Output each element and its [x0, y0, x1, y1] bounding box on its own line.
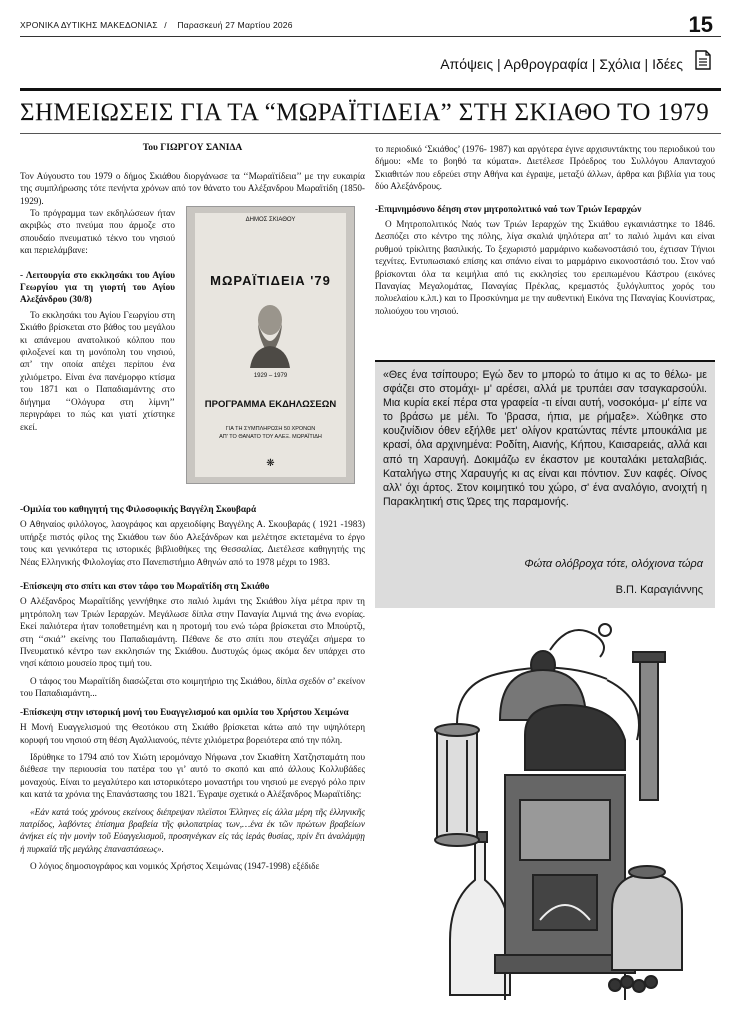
poster-program: ΠΡΟΓΡΑΜΜΑ ΕΚΔΗΛΩΣΕΩΝ — [204, 399, 337, 410]
section-text-4c: Ο λόγιος δημοσιογράφος και νομικός Χρήστος Χειμώνας (1947-1998) εξέδιδε — [30, 861, 320, 872]
page-number: 15 — [688, 12, 713, 37]
masthead-line — [20, 20, 297, 30]
ornament-icon: ❋ — [266, 458, 275, 469]
intro-program: Το πρόγραμμα των εκδηλώσεων ήταν ακριβώς στο πνεύμα που άρμοζε στο σπουδαίο πνευματικό τέκνο του νησιού και περιελάμβανε: — [20, 208, 175, 256]
quote-author: Β.Π. Καραγιάννης — [615, 584, 703, 596]
section-title-3: -Επίσκεψη στο σπίτι και στον τάφο του Μωραϊτίδη στη Σκιάθο — [20, 581, 270, 592]
section-text-4b: Ιδρύθηκε το 1794 από τον Χιώτη ιερομόναχο Νήφωνα ,τον Σκιαθίτη Χατζησταμάτη που διέθεσε την περιουσία του πατέρα του γι’ αυτό το σκοπό και από άλλους Κολλυβάδες μοναχούς. Είναι το μεγαλύτερο και ιστορικότερο μοναστήρι του νησιού με ενεργό ρόλο πριν και κατά τα χρόνια της Επανάστασης του 1821. Έγραψε σχετικά ο Αλέξανδρος Μωραϊτίδης: — [20, 751, 365, 800]
issue-date: Παρασκευή 27 Μαρτίου 2026 — [177, 20, 293, 30]
section-title-5: -Επιμνημόσυνο δέηση στον μητροπολιτικό ναό των Τριών Ιεραρχών — [375, 203, 642, 214]
intro-paragraph: Τον Αύγουστο του 1979 ο δήμος Σκιάθου διοργάνωσε τα ‘‘Μωραϊτίδεια’’ με την ευκαιρία της συμπλήρωσης τότε πενήντα χρόνων από τον θάνατο του Αλέξανδρου Μωραϊτίδη (1850-1929). — [20, 171, 365, 206]
header-rule — [20, 36, 721, 37]
poster-author: ΔΗΜΟΣ ΣΚΙΑΘΟΥ — [245, 217, 296, 223]
poster-subtitle: ΓΙΑ ΤΗ ΣΥΜΠΛΗΡΩΣΗ 50 ΧΡΟΝΩΝ ΑΠ' ΤΟ ΘΑΝΑΤΟ ΤΟΥ ΑΛΕΞ. ΜΩΡΑΪΤΙΔΗ — [219, 426, 322, 440]
byline: Του ΓΙΩΡΓΟΥ ΣΑΝΙΔΑ — [142, 143, 243, 153]
section-text-3b: Ο τάφος του Μωραϊτίδη διασώζεται στο κοιμητήριο της Σκιάθου, δίπλα σχεδόν σ’ εκείνον του Παπαδιαμάντη... — [20, 675, 365, 699]
article-column-left-lower — [20, 497, 365, 878]
quote-motto: Φώτα ολόβροχα τότε, ολόχιονα τώρα — [524, 558, 703, 570]
quote-box — [375, 360, 715, 608]
narrow-column — [20, 207, 175, 438]
continued-text: το περιοδικό ‘Σκιάθος’ (1976- 1987) και αργότερα έγινε αρχισυντάκτης του περιοδικού του δήμου: «Με το βοηθό τα κύματα». Διετέλεσε Πρόεδρος του Συλλόγου Απανταχού Σκιαθιτών που εδρεύει στην Αθήνα και έγραψε, μεταξύ άλλων, άρθρα και βιβλία για τους δύο Αλεξάνδρους. — [375, 144, 715, 192]
section-title-2: -Ομιλία του καθηγητή της Φιλοσοφικής Βαγγέλη Σκουβαρά — [20, 504, 257, 514]
article-headline: ΣΗΜΕΙΩΣΕΙΣ ΓΙΑ ΤΑ “ΜΩΡΑΪΤΙΔΕΙΑ” ΣΤΗ ΣΚΙΑΘΟ ΤΟ 1979 — [20, 99, 710, 126]
section-text-2: Ο Αθηναίος φιλόλογος, λαογράφος και αρχειοδίφης Βαγγέλης Α. Σκουβαράς ( 1921 -1983) υπήρξε πιστός φίλος της Σκιάθου των δύο Αλεξάνδρων και μελέτησε εκτεταμένα το έργο τους και γενικότερα τις ιστορικές βιβλιοθήκες της Θεσσαλίας. Διετέλεσε καθηγητής της Νέας Ελληνικής Φιλολογίας στο Πανεπιστήμιο Αθηνών από το 1978 μέχρι το 1983. — [20, 519, 365, 567]
separator: / — [164, 20, 167, 30]
event-poster — [186, 206, 355, 484]
headline-top-rule — [20, 88, 721, 91]
section-text-4a: Η Μονή Ευαγγελισμού της Θεοτόκου στη Σκιάθο βρίσκεται κάτω από την υψηλότερη κορυφή του νησιού στη θέση Αγαλλιανούς, πέντε χιλιόμετρα βορειότερα από την πόλη. — [20, 722, 365, 745]
newspaper-name: ΧΡΟΝΙΚΑ ΔΥΤΙΚΗΣ ΜΑΚΕΔΟΝΙΑΣ — [20, 20, 158, 30]
headline-bottom-rule — [20, 133, 721, 134]
section-label: Απόψεις | Αρθρογραφία | Σχόλια | Ιδέες — [440, 56, 683, 72]
quote-text: «Θες ένα τσίπουρο; Εγώ δεν το μπορώ το άτιμο κι ας το θέλω- με σφάζει στο στομάχι- μ' αρέσει, αλλά με τρυπάει σαν τσαγκαρσούλι. Μια κυρία εκεί πέρα στα γραφεία -τι είναι αυτή, νοσοκόμα- μ' είπε να το βράσω με μέλι. Το 'βρασα, ήπια, με ρήμαξε». Χώθηκε στο κουζινίδιον όθεν εξήλθε μετ' ολίγον κρατώντας πέντε μπουκάλια με κρασί, όλα αρχινημένα: Ροδίτη, Αιανής, Κήπου, Καισαρειάς, αλλά και από τη Χαραυγή. Δοκιμάζω εν έκαστον με κουταλάκι μεταλαβιάς. Καταλήγω στης Χαραυγής κι ας είναι και πόντιον. Συν καφές. Οίνος αλλ' όχι άρτος. Στον κοιμητικό του χώρο, σ' ένα αναλόγιο, ανοιχτή η Παρακλητική στις Ώρες της παραμονής. — [383, 369, 707, 508]
section-text-1: Το εκκλησάκι του Αγίου Γεωργίου στη Σκιάθο βρίσκεται στο βάθος του μεγάλου κι απάνεμου ανατολικού κόλπου που φιλοξενεί και τη μονόπολη του νησιού, απ’ την οποία απέχει περίπου ένα χιλιόμετρο. Είναι ένα πανέμορφο κτίσμα του 1871 και ο Παπαδιαμάντης στο διήγημα ‘‘Ολόγυρα στη λίμνη’’ περιγράφει το πώς και γιατί χτίστηκε εκεί. — [20, 309, 175, 432]
section-text-5: Ο Μητροπολιτικός Ναός των Τριών Ιεραρχών της Σκιάθου εγκαινιάστηκε το 1846. Δεσπόζει στο κέντρο της πόλης, λίγα σκαλιά ψηλότερα απ’ το παλιό λιμάνι και είναι ρυθμού τρίκλιτης βασιλικής. Το ξεχωριστό μαρμάρινο κωδωνοστάσιό του, έχτισαν Τήνιοι τεχνίτες. Εντυπωσιακό επίσης και σπάνιο είναι το μαρμάρινο εικονοστάσιό του. Στον ναό βρίσκονται όλα τα κειμήλια από τις εκκλησίες του ερειπωμένου Κάστρου (εικόνες Παναγίας Μεγαλομάτας, Παναγίας Πρέκλας, κρεμαστός ξυλόγλυπτος χορός του πολυελαίου κ.λπ.) και το Προσκύνημα με την αυθεντική Εικόνα της Παναγίας Κουνίστρας, πολιούχου του νησιού. — [375, 219, 715, 316]
moraitidis-quote: «Εάν κατά τούς χρόνους εκείνους διέπρεψαν πλεϊστοι Έλληνες είς άλλα μέρη τῆς ἑλληνικῆς πατρίδος, λαβόντες ἐπίσημα βραβεία τῆς φιλοπατρίας των,…ένα έκ τῶν πρώτων βραβείων ἀνήκει εἰς τὴν μονὴν τοῦ Εὐαγγελισμοῦ, προσηνέγκαν εἰς τάς ἱεράς θυσίας, πρίν ἔτι ἀναλάμψῃ ἡ πυρκαϊά τῆς μεγάλης ἐπαναστάσεως». — [20, 806, 365, 854]
section-text-3a: Ο Αλέξανδρος Μωραϊτίδης γεννήθηκε στο παλιό λιμάνι της Σκιάθου λίγα μέτρα πριν τη μητρόπολη των Τριών Ιεραρχών. Μεγάλωσε δίπλα στην Παναγία Λιμνιά της άνω ενορίας. Εκεί παλιότερα ήταν τοποθετημένη και η προτομή του ενώ τώρα βρίσκεται στο Μπούρτζι, στη ‘‘σκιά’’ εκείνης του Παπαδιαμάντη. Πέθανε δε στο σπίτι που στεγάζει σήμερα το Πνευματικό κέντρο των εκκλησιών της Σκιάθου. Δυστυχώς όμως ακόμα δεν υπάρχει στο νησί κάποιο μουσείο προς τιμή του. — [20, 596, 365, 669]
section-title-4: -Επίσκεψη στην ιστορική μονή του Ευαγγελισμού και ομιλία του Χρήστου Χειμώνα — [20, 706, 349, 717]
article-column-right — [375, 143, 715, 322]
distillery-still-illustration — [375, 610, 715, 1005]
portrait-image — [245, 298, 295, 368]
poster-title: ΜΩΡΑΪΤΙΔΕΙΑ '79 — [210, 273, 331, 288]
document-icon — [695, 50, 711, 70]
poster-years: 1929 – 1979 — [253, 373, 288, 379]
section-title-1: - Λειτουργία στο εκκλησάκι του Αγίου Γεωργίου για τη γιορτή του Αγίου Αλεξάνδρου (30/8) — [20, 269, 175, 305]
